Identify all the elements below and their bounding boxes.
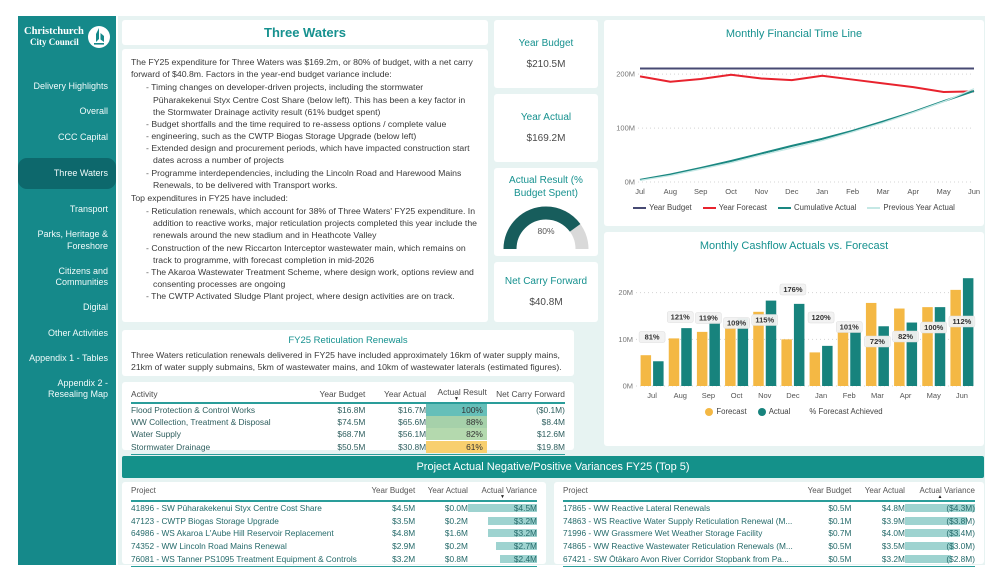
bullet-item: - Extended design and procurement periods, which have impacted construction start dates across a number of projects	[146, 142, 479, 166]
svg-text:115%: 115%	[755, 315, 775, 325]
page-title-card	[122, 20, 488, 45]
svg-text:Jun: Jun	[967, 187, 980, 196]
svg-text:200M: 200M	[616, 69, 635, 79]
bullet-item: - The CWTP Activated Sludge Plant project, where design activities are on track.	[146, 290, 479, 302]
activity-row[interactable]	[131, 428, 565, 440]
project-year-actual: $3.5M	[881, 541, 905, 552]
legend-swatch	[867, 207, 880, 209]
svg-text:100%: 100%	[924, 323, 944, 332]
negative-variance-footer-rule	[563, 566, 975, 567]
cashflow-legend	[604, 407, 984, 416]
variance-value: $3.2M	[513, 515, 537, 526]
project-actual-variance	[905, 528, 975, 538]
legend-swatch	[705, 408, 713, 416]
bullet-item: - Timing changes on developer-driven projects, including the stormwater Pūharakekenui Styx Centre Cost Share (below left). This has been a key factor in the Stormwater Drainage activity result (61% budget spent)	[146, 81, 479, 118]
activity-row[interactable]	[131, 441, 565, 453]
bullet-item: - Construction of the new Riccarton Interceptor wastewater main, which remains on track to programme, with forecast completion in mid-2026	[146, 242, 479, 266]
sort-ascending-icon: ▲	[937, 494, 943, 500]
sidebar-item-citizens-and-communities[interactable]: Citizens and Communities	[55, 265, 108, 287]
project-row[interactable]	[131, 515, 537, 528]
positive-variances-table-card	[122, 482, 546, 564]
activity-net-carry-forward: ($0.1M)	[536, 405, 565, 416]
result-cell-fill: 88%	[426, 416, 487, 428]
legend-swatch	[778, 207, 791, 209]
activity-actual-result	[426, 404, 487, 416]
activity-col-activity[interactable]: Activity	[131, 389, 158, 399]
sidebar-item-ccc-capital[interactable]: CCC Capital	[57, 131, 108, 142]
council-logo	[18, 16, 116, 49]
svg-text:Oct: Oct	[730, 391, 743, 400]
project-row[interactable]	[131, 502, 537, 515]
activity-actual-result	[426, 441, 487, 453]
result-cell-fill: 61%	[426, 441, 487, 453]
project-year-budget: $0.5M	[828, 553, 852, 564]
project-actual-variance	[468, 516, 537, 526]
project-year-budget: $3.2M	[392, 553, 416, 564]
project-actual-variance	[468, 503, 537, 513]
project-actual-variance	[905, 516, 975, 526]
svg-text:May: May	[936, 187, 951, 196]
variance-col-year-actual[interactable]: Year Actual	[864, 486, 905, 495]
project-year-budget: $0.7M	[828, 528, 852, 539]
page-title: Three Waters	[264, 25, 346, 40]
svg-text:121%: 121%	[670, 312, 690, 322]
legend-label: Year Budget	[649, 203, 692, 212]
activity-year-actual: $30.8M	[398, 441, 427, 452]
svg-text:176%: 176%	[783, 285, 803, 294]
project-row[interactable]	[563, 552, 975, 565]
activity-net-carry-forward: $12.6M	[537, 429, 565, 440]
top-expenditures-list	[131, 205, 479, 302]
svg-text:81%: 81%	[644, 332, 660, 342]
svg-text:10M: 10M	[618, 334, 633, 344]
top-expenditures-intro: Top expenditures in FY25 have included:	[131, 192, 288, 203]
positive-variance-footer-rule	[131, 566, 537, 567]
variance-col-year-budget[interactable]: Year Budget	[371, 486, 416, 495]
variance-value: ($3.8M)	[946, 515, 975, 526]
legend-label: % Forecast Achieved	[809, 407, 883, 416]
project-year-actual: $0.2M	[444, 541, 468, 552]
activity-table-card	[122, 382, 574, 450]
sidebar	[18, 16, 116, 565]
activity-col-year-budget[interactable]: Year Budget	[319, 389, 366, 399]
svg-text:Dec: Dec	[785, 187, 799, 196]
sidebar-item-three-waters[interactable]: Three Waters	[18, 158, 116, 189]
legend-label: Cumulative Actual	[793, 203, 857, 212]
reticulation-text: Three Waters reticulation renewals delivered in FY25 have included approximately 16km of water supply mains, 21km of water supply submains, 5km of wastewater mains, and 10km of wastewater laterals (estimated figures).	[131, 350, 562, 373]
svg-text:Mar: Mar	[876, 187, 890, 196]
activity-col-net-carry-forward[interactable]: Net Carry Forward	[496, 389, 565, 399]
svg-text:119%: 119%	[699, 313, 718, 323]
variance-factors-list	[131, 81, 479, 191]
council-logo-text: Christchurch City Council	[24, 26, 84, 47]
svg-text:Jul: Jul	[647, 391, 657, 400]
svg-text:Apr: Apr	[907, 187, 920, 196]
svg-text:Feb: Feb	[846, 187, 860, 196]
legend-item-year-budget[interactable]	[633, 203, 692, 212]
activity-net-carry-forward: $19.8M	[537, 441, 565, 452]
project-year-budget: $0.1M	[828, 515, 852, 526]
variance-value: $2.4M	[513, 553, 537, 564]
variance-col-project[interactable]: Project	[131, 486, 156, 495]
timeline-legend	[604, 203, 984, 212]
activity-year-budget: $50.5M	[337, 441, 366, 452]
variance-col-project[interactable]: Project	[563, 486, 588, 495]
activity-table-footer-rule	[131, 454, 565, 455]
project-year-actual: $4.8M	[881, 503, 905, 514]
bullet-item: - Reticulation renewals, which account for 38% of Three Waters' FY25 expenditure. In addition to reactive works, major reticulation projects completed this year include the renewals around the new stadium and in Heathcote Valley	[146, 205, 479, 242]
svg-text:101%: 101%	[839, 322, 859, 332]
project-name: 71996 - WW Grassmere Wet Weather Storage Facility	[563, 528, 763, 539]
activity-actual-result	[426, 416, 487, 428]
project-actual-variance	[905, 503, 975, 513]
project-name: 47123 - CWTP Biogas Storage Upgrade	[131, 515, 279, 526]
project-name: 41896 - SW Pūharakekenui Styx Centre Cost Share	[131, 503, 322, 514]
bullet-item: - Budget shortfalls and the time required to re-assess options / complete value	[146, 118, 479, 130]
svg-text:0M: 0M	[624, 177, 635, 187]
project-year-budget: $0.5M	[828, 503, 852, 514]
monthly-cashflow-card	[604, 232, 984, 446]
project-row[interactable]	[131, 527, 537, 540]
svg-text:Nov: Nov	[754, 187, 769, 196]
kpi-gauge-label: Actual Result (% Budget Spent)	[509, 175, 583, 199]
kpi-year-budget-value: $210.5M	[526, 59, 566, 71]
project-year-budget: $4.8M	[392, 528, 416, 539]
activity-actual-result	[426, 428, 487, 440]
project-actual-variance	[905, 554, 975, 564]
project-row[interactable]	[563, 540, 975, 553]
legend-label: Previous Year Actual	[883, 203, 955, 212]
activity-year-actual: $65.6M	[398, 417, 427, 428]
project-name: 76081 - WS Tanner PS1095 Treatment Equipment & Controls	[131, 553, 357, 564]
sidebar-item-transport[interactable]: Transport	[69, 204, 108, 214]
activity-table-body	[131, 404, 565, 453]
negative-variances-table-card	[554, 482, 984, 564]
activity-name: WW Collection, Treatment & Disposal	[131, 417, 271, 428]
sidebar-item-other-activities[interactable]: Other Activities	[47, 327, 108, 338]
kpi-year-actual	[494, 94, 598, 162]
project-year-actual: $1.6M	[444, 528, 468, 539]
kpi-year-actual-label: Year Actual	[520, 111, 572, 123]
svg-text:Sep: Sep	[701, 391, 716, 400]
timeline-chart-title: Monthly Financial Time Line	[725, 28, 863, 40]
svg-text:Nov: Nov	[758, 391, 772, 400]
legend-swatch	[703, 207, 716, 209]
variance-col-actual-variance[interactable]: Actual Variance ▼	[468, 486, 537, 499]
kpi-actual-result-gauge	[494, 168, 598, 256]
result-cell-fill: 100%	[426, 404, 487, 416]
result-cell-fill: 82%	[426, 428, 487, 440]
svg-text:Oct: Oct	[725, 187, 737, 196]
project-year-budget: $4.5M	[392, 503, 416, 514]
project-name: 74863 - WS Reactive Water Supply Reticulation Renewal (M...	[563, 515, 793, 526]
legend-item-forecast[interactable]	[705, 407, 746, 416]
svg-text:Jun: Jun	[955, 391, 968, 400]
activity-year-budget: $68.7M	[337, 429, 366, 440]
bullet-item: - Programme interdependencies, including the Lincoln Road and Harewood Mains Renewals, to be delivered with Transport works.	[146, 167, 479, 191]
gauge-value: 80%	[537, 226, 555, 236]
project-year-actual: $0.8M	[444, 553, 468, 564]
svg-text:Sep: Sep	[694, 187, 708, 196]
positive-variance-header[interactable]	[131, 486, 537, 502]
svg-text:Jan: Jan	[816, 187, 829, 196]
summary-card	[122, 49, 488, 322]
project-name: 64986 - WS Akaroa L'Aube Hill Reservoir Replacement	[131, 528, 334, 539]
bullet-item: - The Akaroa Wastewater Treatment Scheme, where design work, options review and consenting processes are ongoing	[146, 266, 479, 290]
legend-swatch	[758, 408, 766, 416]
activity-col-actual-result[interactable]: Actual Result ▼	[426, 387, 487, 401]
summary-intro: The FY25 expenditure for Three Waters was $169.2m, or 80% of budget, with a net carry forward of $40.8m. Factors in the year-end budget variance include:	[131, 57, 473, 80]
project-year-budget: $0.5M	[828, 541, 852, 552]
project-name: 67421 - SW Ōtākaro Avon River Corridor Stopbank from Pa...	[563, 553, 789, 564]
svg-text:82%: 82%	[898, 332, 914, 341]
kpi-net-carry-forward-value: $40.8M	[529, 296, 563, 308]
activity-table-header[interactable]	[131, 387, 565, 404]
svg-text:Aug: Aug	[663, 187, 678, 196]
kpi-year-actual-value: $169.2M	[526, 133, 566, 145]
activity-row[interactable]	[131, 404, 565, 416]
legend-item-previous-year-actual[interactable]	[867, 203, 955, 212]
activity-year-budget: $74.5M	[337, 417, 366, 428]
sidebar-item-overall[interactable]: Overall	[79, 106, 108, 117]
legend-swatch	[633, 207, 646, 209]
legend-label: Actual	[768, 407, 791, 416]
sidebar-item-digital[interactable]: Digital	[82, 302, 108, 313]
kpi-year-budget-label: Year Budget	[518, 37, 574, 49]
bullet-item: - engineering, such as the CWTP Biogas Storage Upgrade (below left)	[146, 130, 479, 142]
sidebar-item-appendix-1-tables[interactable]: Appendix 1 - Tables	[29, 352, 108, 363]
project-year-actual: $0.0M	[444, 503, 468, 514]
sort-descending-icon: ▼	[453, 396, 459, 402]
legend-label: Forecast	[716, 407, 747, 416]
variance-value: ($4.3M)	[946, 503, 975, 514]
project-year-budget: $3.5M	[392, 515, 416, 526]
timeline-line-chart[interactable]	[608, 42, 980, 202]
activity-name: Flood Protection & Control Works	[131, 405, 256, 416]
sidebar-item-appendix-2-resealing-map[interactable]: Appendix 2 - Resealing Map	[47, 378, 108, 400]
project-actual-variance	[468, 554, 537, 564]
variance-value: ($3.0M)	[946, 541, 975, 552]
svg-text:Dec: Dec	[786, 391, 800, 400]
reticulation-title: FY25 Reticulation Renewals	[288, 335, 408, 346]
legend-label: Year Forecast	[718, 203, 767, 212]
svg-text:109%: 109%	[726, 318, 747, 328]
project-actual-variance	[468, 541, 537, 551]
legend-item-cumulative-actual[interactable]	[778, 203, 856, 212]
variance-col-year-budget[interactable]: Year Budget	[807, 486, 852, 495]
legend-item-year-forecast[interactable]	[703, 203, 767, 212]
svg-text:Feb: Feb	[842, 391, 856, 400]
cashflow-chart-title: Monthly Cashflow Actuals vs. Forecast	[699, 240, 889, 252]
svg-text:Apr: Apr	[899, 391, 912, 400]
svg-text:Jan: Jan	[815, 391, 828, 400]
activity-year-actual: $16.7M	[398, 405, 427, 416]
variance-value: ($2.8M)	[946, 553, 975, 564]
activity-year-actual: $56.1M	[398, 429, 427, 440]
project-year-actual: $4.0M	[881, 528, 905, 539]
project-row[interactable]	[131, 552, 537, 565]
project-row[interactable]	[563, 502, 975, 515]
variance-value: $2.7M	[513, 541, 537, 552]
project-name: 74865 - WW Reactive Wastewater Reticulation Renewals (M...	[563, 541, 793, 552]
project-name: 74352 - WW Lincoln Road Mains Renewal	[131, 541, 287, 552]
project-actual-variance	[468, 528, 537, 538]
svg-text:72%: 72%	[869, 337, 885, 346]
kpi-net-carry-forward	[494, 262, 598, 322]
kpi-net-carry-forward-label: Net Carry Forward	[504, 276, 588, 288]
svg-text:Mar: Mar	[870, 391, 884, 400]
council-logo-icon	[87, 25, 111, 49]
activity-col-year-actual[interactable]: Year Actual	[384, 389, 427, 399]
project-row[interactable]	[563, 515, 975, 528]
negative-variance-header[interactable]	[563, 486, 975, 502]
sidebar-item-parks-heritage-foreshore[interactable]: Parks, Heritage & Foreshore	[37, 229, 108, 251]
monthly-financial-timeline-card	[604, 20, 984, 226]
variances-banner: Project Actual Negative/Positive Variances FY25 (Top 5)	[122, 456, 984, 478]
svg-text:120%: 120%	[811, 313, 831, 322]
svg-text:Aug: Aug	[673, 391, 687, 400]
variance-data-bar	[905, 555, 951, 563]
activity-name: Water Supply	[131, 429, 181, 440]
project-name: 17865 - WW Reactive Lateral Renewals	[563, 503, 711, 514]
svg-text:112%: 112%	[952, 317, 972, 326]
svg-text:0M: 0M	[622, 381, 633, 391]
project-row[interactable]	[563, 527, 975, 540]
project-year-actual: $3.2M	[881, 553, 905, 564]
svg-text:May: May	[926, 391, 941, 400]
activity-net-carry-forward: $8.4M	[541, 417, 565, 428]
activity-table	[131, 387, 565, 455]
variance-col-year-actual[interactable]: Year Actual	[427, 486, 468, 495]
legend-item-actual[interactable]	[758, 407, 791, 416]
variance-value: ($3.4M)	[946, 528, 975, 539]
project-row[interactable]	[131, 540, 537, 553]
legend-item-forecast-achieved	[809, 407, 882, 416]
sort-descending-icon: ▼	[499, 494, 505, 500]
project-year-actual: $0.2M	[444, 515, 468, 526]
project-actual-variance	[905, 541, 975, 551]
cashflow-bar-chart[interactable]	[608, 254, 980, 406]
sidebar-item-delivery-highlights[interactable]: Delivery Highlights	[33, 81, 108, 91]
activity-year-budget: $16.8M	[337, 405, 366, 416]
kpi-year-budget	[494, 20, 598, 88]
variance-col-actual-variance[interactable]: Actual Variance ▲	[905, 486, 975, 499]
variance-value: $3.2M	[513, 528, 537, 539]
svg-text:Jul: Jul	[635, 187, 645, 196]
project-year-actual: $3.9M	[881, 515, 905, 526]
variance-value: $4.5M	[513, 503, 537, 514]
reticulation-card	[122, 330, 574, 376]
svg-text:100M: 100M	[616, 123, 635, 133]
activity-name: Stormwater Drainage	[131, 441, 211, 452]
activity-row[interactable]	[131, 416, 565, 428]
sidebar-nav	[18, 81, 116, 401]
svg-text:20M: 20M	[618, 288, 633, 298]
project-year-budget: $2.9M	[392, 541, 416, 552]
